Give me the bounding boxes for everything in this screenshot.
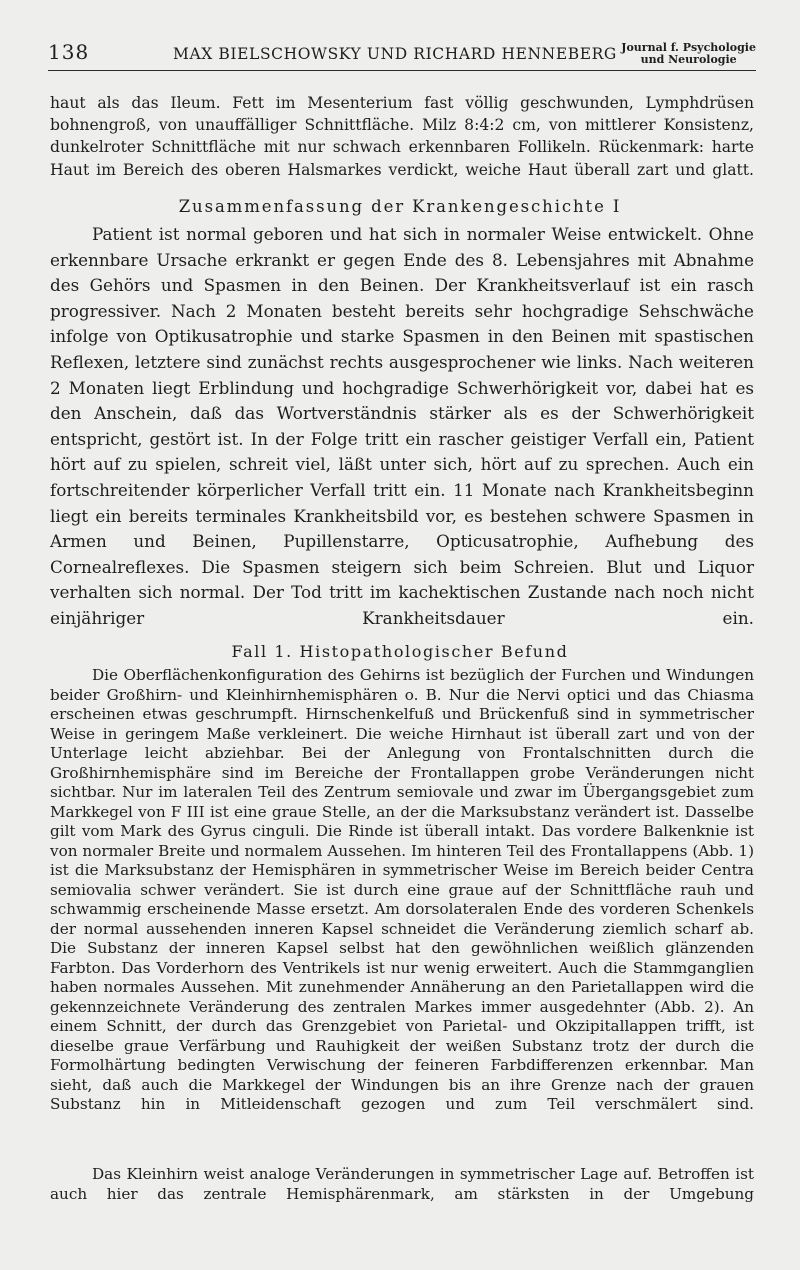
journal-name-line-2: und Neurologie [640, 53, 737, 66]
journal-name [621, 42, 756, 66]
cerebellum-paragraph: Das Kleinhirn weist analoge Veränderungen in symmetrischer Lage auf. Betroffen ist auch hier das zentrale Hemisphärenmark, am stärksten in der Umgebung [50, 1165, 754, 1203]
page-number: 138 [48, 40, 90, 64]
findings-paragraph: Die Oberflächenkonfiguration des Gehirns ist bezüglich der Furchen und Windungen beider Großhirn- und Kleinhirnhemisphären o. B. Nur die Nervi optici und das Chiasma erscheinen etwas geschrumpft. Hirnschenkelfuß und Brückenfuß sind in symmetrischer Weise in geringem Maße verkleinert. Die weiche Hirnhaut ist überall zart und von der Unterlage leicht abziehbar. Bei der Anlegung von Frontalschnitten durch die Großhirnhemisphäre sind im Bereiche der Frontallappen grobe Veränderungen nicht sichtbar. Nur im lateralen Teil des Zentrum semiovale und zwar im Übergangsgebiet zum Markkegel von F III ist eine graue Stelle, an der die Marksubstanz verändert ist. Dasselbe gilt vom Mark des Gyrus cinguli. Die Rinde ist überall intakt. Das vordere Balkenknie ist von normaler Breite und normalem Aussehen. Im hinteren Teil des Frontallappens (Abb. 1) ist die Marksubstanz der Hemisphären in symmetrischer Weise im Bereich beider Centra semiovalia schwer verändert. Sie ist durch eine graue auf der Schnittfläche rauh und schwammig erscheinende Masse ersetzt. Am dorsolateralen Ende des vorderen Schenkels der normal aussehenden inneren Kapsel schneidet die Veränderung ziemlich scharf ab. Die Substanz der inneren Kapsel selbst hat den gewöhnlichen weißlich glänzenden Farbton. Das Vorderhorn des Ventrikels ist nur wenig erweitert. Auch die Stammganglien haben normales Aussehen. Mit zunehmender Annäherung an den Parietallappen wird die gekennzeichnete Veränderung des zentralen Markes immer ausgedehnter (Abb. 2). An einem Schnitt, der durch das Grenzgebiet von Parietal- und Okzipitallappen trifft, ist dieselbe graue Verfärbung und Rauhigkeit der weißen Substanz trotz der durch die Formolhärtung bedingten Verwischung der feineren Farbdifferenzen erkennbar. Man sieht, daß auch die Markkegel der Windungen bis an ihre Grenze nach der grauen Substanz hin in Mitleidenschaft gezogen und zum Teil verschmälert sind. [50, 666, 754, 1113]
running-head: MAX BIELSCHOWSKY UND RICHARD HENNEBERG [173, 45, 617, 63]
summary-paragraph: Patient ist normal geboren und hat sich in normaler Weise entwickelt. Ohne erkennbare Ursache erkrankt er gegen Ende des 8. Lebensjahres mit Abnahme des Gehörs und Spasmen in den Beinen. Der Krankheitsverlauf ist ein rasch progressiver. Nach 2 Monaten besteht bereits sehr hochgradige Sehschwäche infolge von Optikusatrophie und starke Spasmen in den Beinen mit spastischen Reflexen, letztere sind zunächst rechts ausgesprochener wie links. Nach weiteren 2 Monaten liegt Erblindung und hochgradige Schwerhörigkeit vor, dabei hat es den Anschein, daß das Wortverständnis stärker als es der Schwerhörigkeit entspricht, gestört ist. In der Folge tritt ein rascher geistiger Verfall ein, Patient hört auf zu spielen, schreit viel, läßt unter sich, hört auf zu sprechen. Auch ein fortschreitender körperlicher Verfall tritt ein. 11 Monate nach Krankheitsbeginn liegt ein bereits terminales Krankheitsbild vor, es bestehen schwere Spasmen in Armen und Beinen, Pupillenstarre, Opticusatrophie, Aufhebung des Cornealreflexes. Die Spasmen steigern sich beim Schreien. Blut und Liquor verhalten sich normal. Der Tod tritt im kachektischen Zustande nach noch nicht einjähriger Krankheitsdauer ein. [50, 224, 754, 628]
summary-heading: Zusammenfassung der Krankengeschichte I [178, 197, 622, 216]
journal-name-line-1: Journal f. Psychologie [621, 41, 756, 54]
page-header [48, 40, 756, 71]
findings-heading: Fall 1. Histopathologischer Befund [231, 642, 569, 661]
autopsy-continuation-paragraph: haut als das Ileum. Fett im Mesenterium fast völlig geschwunden, Lymphdrüsen bohnengroß, von unauffälliger Schnittfläche. Milz 8:4:2 cm, von mittlerer Konsistenz, dunkelroter Schnittfläche mit nur schwach erkennbaren Follikeln. Rückenmark: harte Haut im Bereich des oberen Halsmarkes verdickt, weiche Haut überall zart und glatt. [50, 94, 754, 179]
